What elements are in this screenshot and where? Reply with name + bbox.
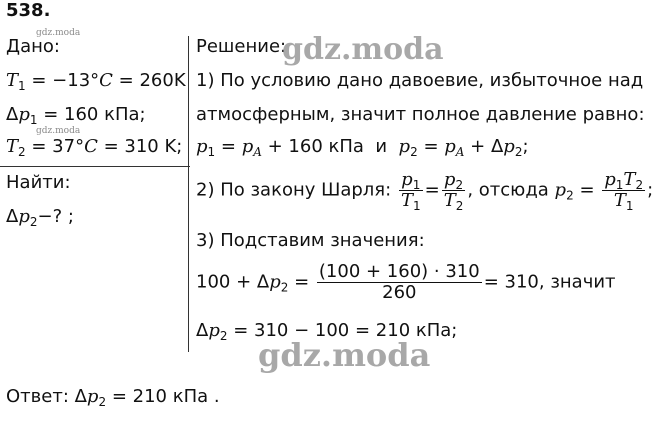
given-header: Дано:	[6, 36, 60, 57]
step2-line: 2) По закону Шарля: $\frac{p_1}{T_1}$ = $\frac{p_2}{T_2}$ , отсюда $p_2$ = $\frac{p_1T_2}{T_1}$ ;	[196, 169, 653, 213]
large-watermark-top: gdz.moda	[282, 32, 444, 67]
given-divider	[0, 166, 190, 167]
find-header: Найти:	[6, 172, 71, 193]
fraction-p2-t2: $\frac{p_2}{T_2}$	[443, 169, 464, 213]
step3-equation: $100 + \Delta p_2$ = $\frac{(100 + 160) \cdot 310}{260}$ = 310, значит	[196, 261, 616, 303]
answer-line: Ответ: $\Delta p_2 = 210$ кПа .	[6, 386, 220, 409]
step2-prefix: 2) По закону Шарля:	[196, 179, 392, 201]
fraction-p1-t1: $\frac{p_1}{T_1}$	[400, 169, 421, 213]
step3-tail: = 310, значит	[483, 271, 616, 293]
step1-line2: атмосферным, значит полное давление равно:	[196, 104, 645, 125]
given-t1: $T_1 = -13^\circ C = 260K$	[6, 70, 186, 93]
small-watermark: gdz.moda	[36, 28, 81, 38]
given-dp1: $\Delta p_1 = 160$ кПа;	[6, 104, 146, 127]
problem-number: 538.	[6, 0, 51, 21]
find-target: $\Delta p_2-$? ;	[6, 206, 74, 229]
fraction-p1t2-t1: $\frac{p_1T_2}{T_1}$	[604, 169, 644, 213]
step2-suffix: , отсюда	[467, 179, 549, 201]
small-watermark-2: gdz.moda	[36, 126, 81, 136]
solution-header: Решение:	[196, 36, 287, 57]
step3-line: 3) Подставим значения:	[196, 230, 425, 251]
result-line: $\Delta p_2 = 310 - 100 = 210$ кПа;	[196, 320, 458, 343]
large-watermark-bottom: gdz.moda	[258, 336, 431, 374]
column-divider	[188, 36, 189, 352]
given-t2: $T_2 = 37^\circ C = 310$ K;	[6, 136, 183, 159]
step1-line1: 1) По условию дано давоевие, избыточное над	[196, 70, 644, 91]
fraction-values: $\frac{(100 + 160) \cdot 310}{260}$	[318, 261, 480, 303]
step1-formula: $p_1 = p_A + 160$ кПа и $p_2 = p_A + \Delta p_2$;	[196, 136, 529, 159]
